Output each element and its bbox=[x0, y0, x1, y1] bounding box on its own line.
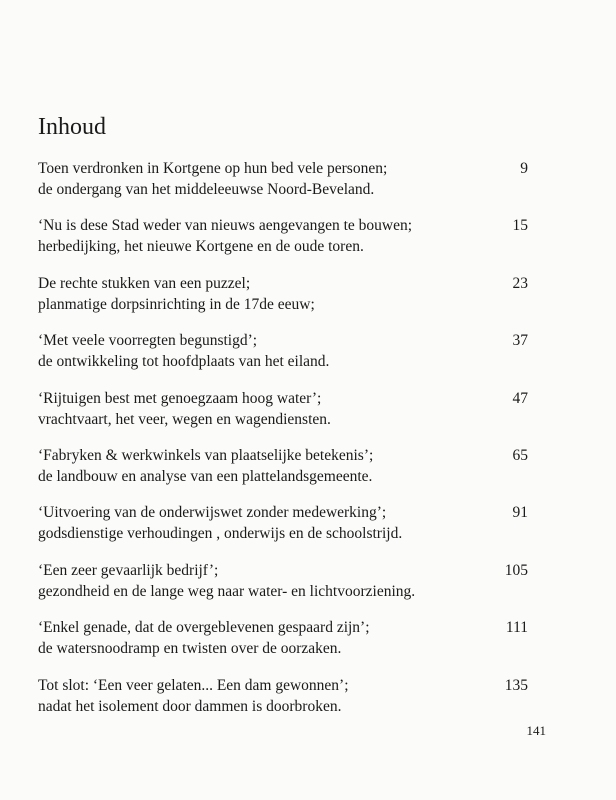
toc-entry-heading: De rechte stukken van een puzzel; bbox=[38, 274, 251, 292]
toc-entry-heading: ‘Een zeer gevaarlijk bedrijf’; bbox=[38, 561, 219, 579]
toc-entry-text bbox=[38, 273, 478, 315]
toc-entry-page: 47 bbox=[512, 389, 528, 407]
toc-entry-heading: ‘Met veele voorregten begunstigd’; bbox=[38, 332, 258, 350]
toc-entry-text bbox=[38, 330, 478, 372]
toc-entry-text bbox=[38, 388, 478, 430]
toc-entry-page: 65 bbox=[512, 446, 528, 464]
toc-entry-text bbox=[38, 560, 478, 602]
toc-entry-heading: Tot slot: ‘Een veer gelaten... Een dam gewonnen’; bbox=[38, 676, 349, 694]
toc-entry-subheading: nadat het isolement door dammen is doorbroken. bbox=[38, 697, 342, 715]
toc-entry-subheading: vrachtvaart, het veer, wegen en wagendiensten. bbox=[38, 410, 331, 428]
toc-entry bbox=[38, 617, 528, 674]
toc-entry-text bbox=[38, 158, 478, 200]
table-of-contents bbox=[38, 158, 528, 732]
toc-entry-heading: ‘Rijtuigen best met genoegzaam hoog water’; bbox=[38, 389, 322, 407]
toc-entry-page: 105 bbox=[504, 561, 528, 579]
toc-entry-subheading: de landbouw en analyse van een plattelandsgemeente. bbox=[38, 467, 373, 485]
page-title: Inhoud bbox=[38, 114, 106, 140]
toc-entry-subheading: de watersnoodramp en twisten over de oorzaken. bbox=[38, 640, 342, 658]
toc-entry bbox=[38, 388, 528, 445]
toc-entry-subheading: de ondergang van het middeleeuwse Noord-Beveland. bbox=[38, 181, 375, 198]
toc-entry bbox=[38, 675, 528, 732]
toc-entry-text bbox=[38, 215, 478, 257]
toc-entry-page: 9 bbox=[520, 160, 528, 177]
toc-entry bbox=[38, 158, 528, 215]
toc-entry-heading: Toen verdronken in Kortgene op hun bed vele personen; bbox=[38, 160, 388, 177]
toc-entry-subheading: de ontwikkeling tot hoofdplaats van het eiland. bbox=[38, 353, 330, 371]
toc-entry-subheading: godsdienstige verhoudingen , onderwijs en de schoolstrijd. bbox=[38, 525, 403, 543]
toc-entry bbox=[38, 273, 528, 330]
toc-entry-page: 23 bbox=[512, 274, 528, 292]
toc-entry-page: 135 bbox=[504, 676, 528, 694]
page-number: 141 bbox=[526, 723, 546, 738]
toc-entry-page: 111 bbox=[505, 619, 528, 637]
toc-entry-page: 91 bbox=[512, 504, 528, 522]
toc-entry bbox=[38, 445, 528, 502]
toc-entry-subheading: gezondheid en de lange weg naar water- en lichtvoorziening. bbox=[38, 582, 416, 600]
toc-entry-text bbox=[38, 445, 478, 487]
toc-entry bbox=[38, 330, 528, 387]
toc-entry-text bbox=[38, 617, 478, 659]
toc-entry-subheading: herbedijking, het nieuwe Kortgene en de oude toren. bbox=[38, 238, 364, 256]
toc-entry bbox=[38, 560, 528, 617]
toc-entry bbox=[38, 502, 528, 559]
toc-entry-text bbox=[38, 675, 478, 717]
toc-entry-page: 37 bbox=[512, 332, 528, 350]
toc-entry-heading: ‘Uitvoering van de onderwijswet zonder medewerking’; bbox=[38, 504, 387, 522]
toc-entry-heading: ‘Nu is dese Stad weder van nieuws aengevangen te bouwen; bbox=[38, 217, 413, 235]
toc-entry-heading: ‘Enkel genade, dat de overgeblevenen gespaard zijn’; bbox=[38, 619, 370, 637]
toc-entry-page: 15 bbox=[512, 217, 528, 235]
toc-entry bbox=[38, 215, 528, 272]
toc-entry-heading: ‘Fabryken & werkwinkels van plaatselijke betekenis’; bbox=[38, 446, 374, 464]
toc-entry-subheading: planmatige dorpsinrichting in de 17de eeuw; bbox=[38, 295, 315, 313]
toc-entry-text bbox=[38, 502, 478, 544]
